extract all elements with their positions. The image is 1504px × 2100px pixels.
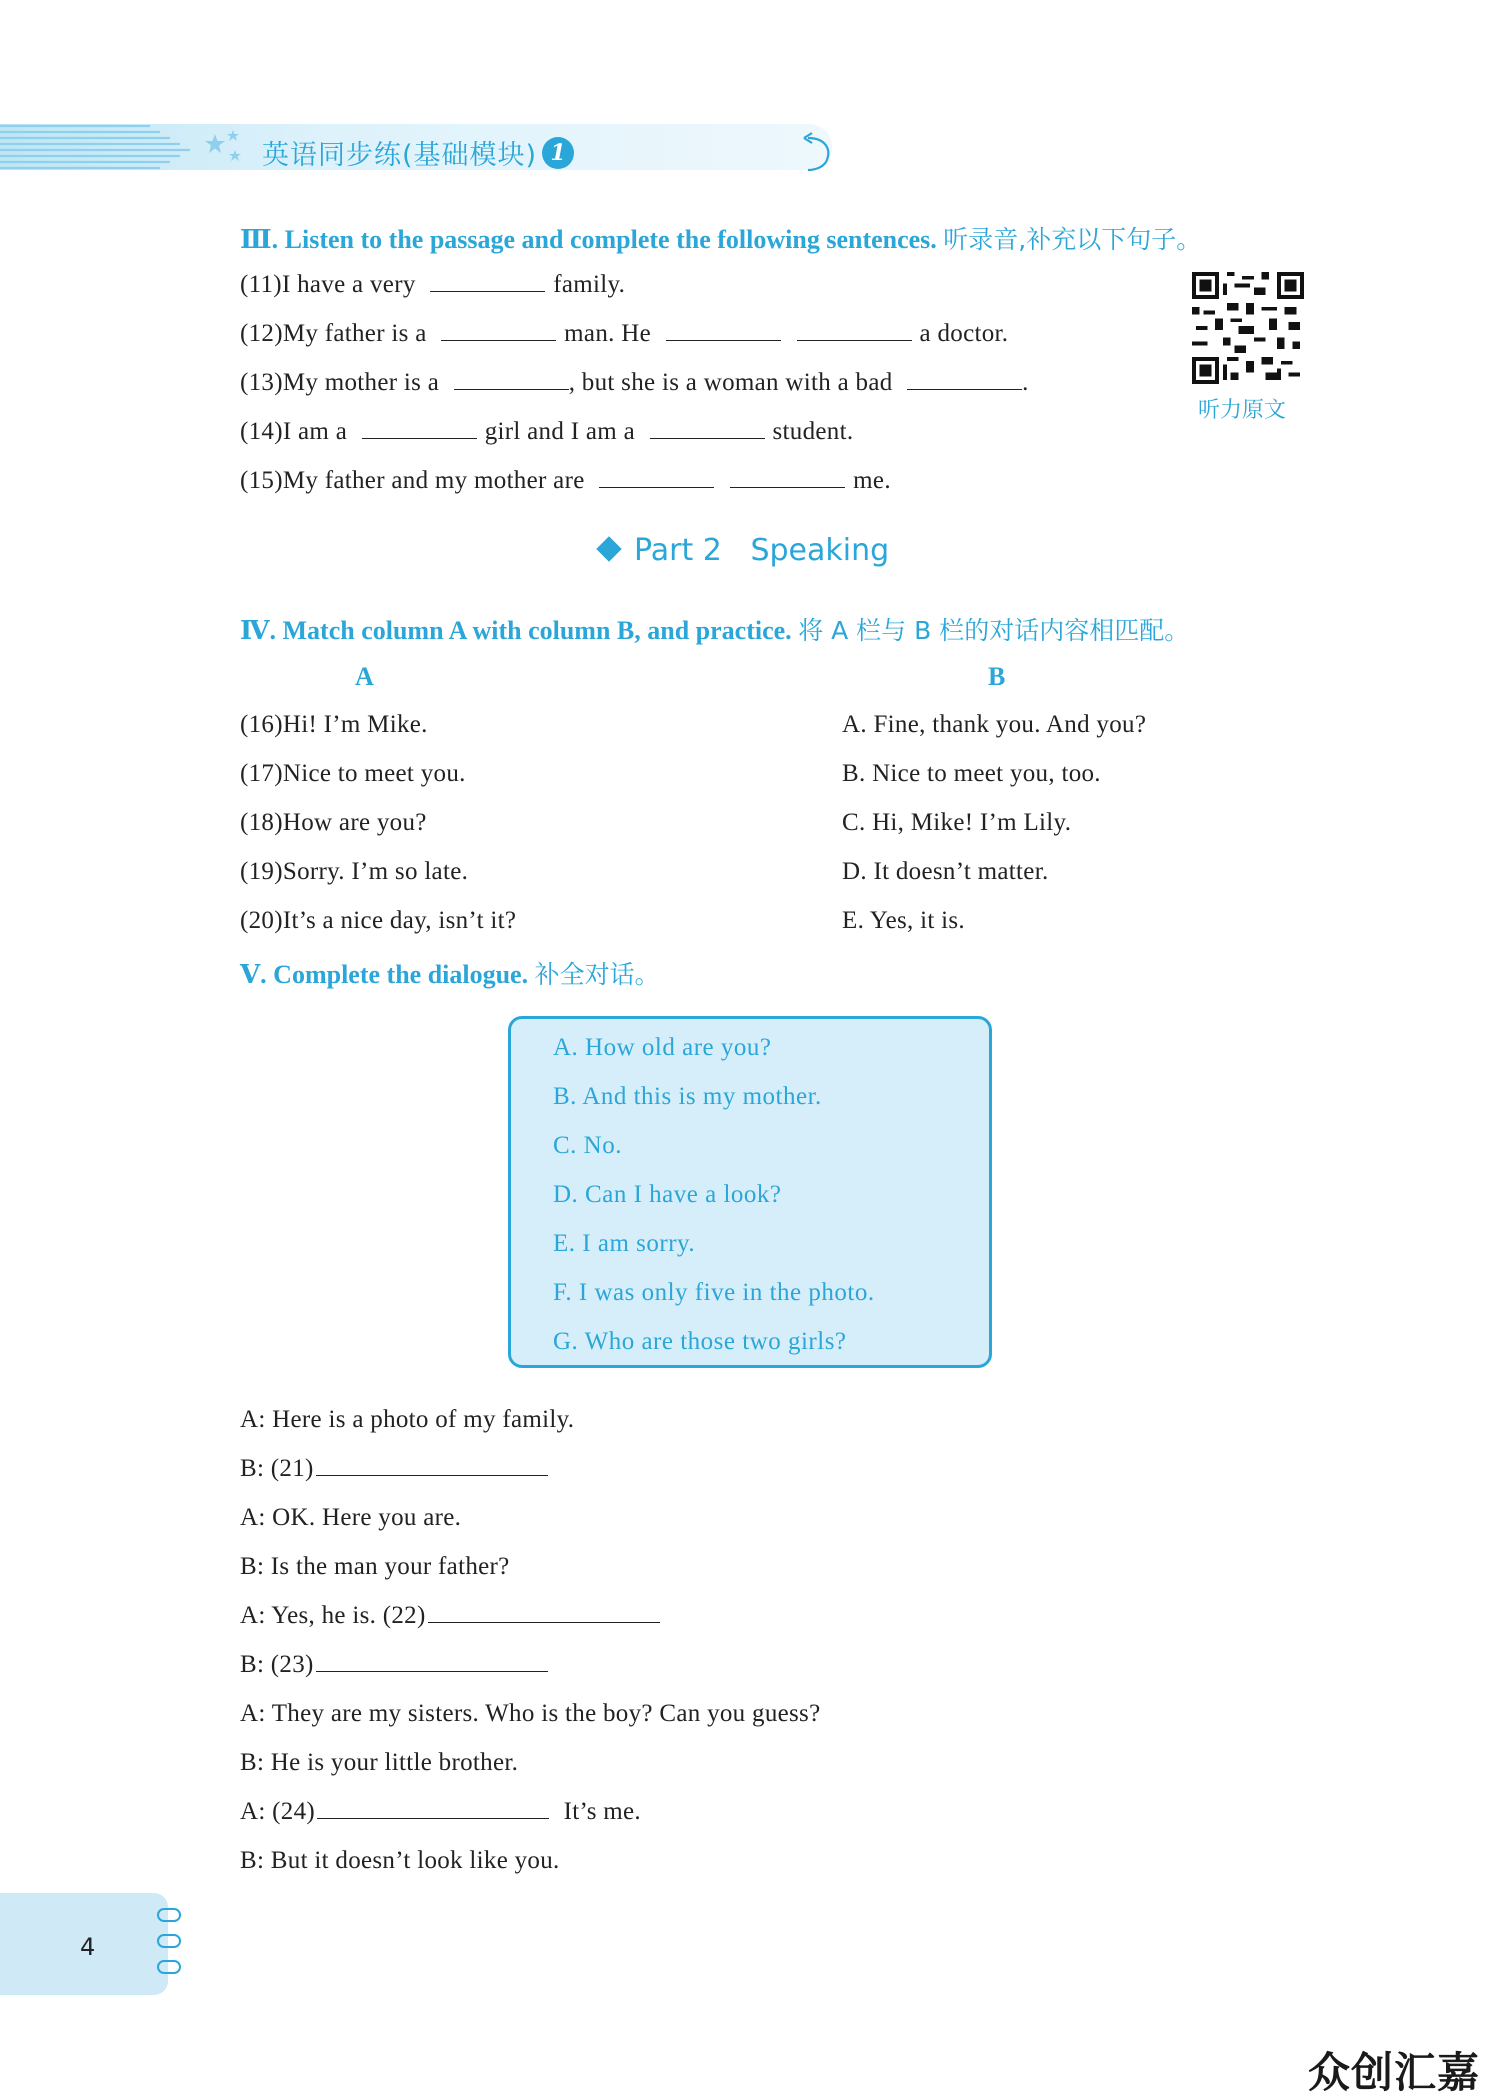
qr-code[interactable] — [1192, 272, 1304, 384]
section3-heading — [240, 220, 1201, 256]
diamond-icon — [596, 536, 621, 561]
answer-blank[interactable] — [454, 371, 569, 390]
dialogue-text: It’s me. — [563, 1798, 641, 1825]
dialogue-line — [240, 1553, 510, 1581]
question-text: My father and my mother are — [282, 467, 585, 494]
option-f: F. I was only five in the photo. — [553, 1279, 875, 1306]
question-text: . — [1022, 369, 1029, 396]
answer-blank[interactable] — [666, 322, 781, 341]
volume-badge: 1 — [542, 137, 574, 169]
question-number: (14) — [240, 418, 283, 445]
question-15 — [240, 467, 891, 495]
dialogue-text: (23) — [270, 1651, 314, 1678]
watermark: 众创汇嘉 — [1308, 2048, 1481, 2097]
question-number: (15) — [240, 467, 283, 494]
part2-title: Speaking — [750, 533, 890, 568]
header-stripes — [0, 122, 215, 172]
match-option-a: A. Fine, thank you. And you? — [842, 711, 1147, 738]
speaker-label: B: — [240, 1749, 265, 1776]
match-item-16 — [240, 711, 428, 739]
answer-blank[interactable] — [599, 469, 714, 488]
question-14 — [240, 418, 853, 446]
curl-arrow-icon — [800, 130, 836, 174]
answer-blank[interactable] — [316, 1653, 548, 1672]
dialogue-text: Here is a photo of my family. — [272, 1406, 575, 1433]
star-icon — [205, 128, 245, 168]
speaker-label: B: — [240, 1847, 265, 1874]
dialogue-line — [240, 1455, 548, 1483]
question-number: (18) — [240, 809, 283, 836]
answer-blank[interactable] — [317, 1800, 549, 1819]
question-number: (13) — [240, 369, 283, 396]
section4-heading-en: Ⅳ. Match column A with column B, and practice. — [240, 616, 792, 645]
dialogue-line — [240, 1651, 548, 1679]
match-option-b: B. Nice to meet you, too. — [842, 760, 1101, 787]
speaker-label: B: — [240, 1651, 265, 1678]
page-number: 4 — [80, 1933, 96, 1961]
answer-blank[interactable] — [430, 273, 545, 292]
question-text: Hi! I’m Mike. — [282, 711, 428, 738]
column-a-header: A — [355, 662, 374, 691]
speaker-label: A: — [240, 1798, 266, 1825]
dialogue-line — [240, 1700, 820, 1728]
dialogue-line — [240, 1602, 660, 1630]
speaker-label: A: — [240, 1406, 266, 1433]
option-c: C. No. — [553, 1132, 622, 1159]
question-number: (11) — [240, 271, 282, 298]
question-13 — [240, 369, 1029, 397]
question-text: It’s a nice day, isn’t it? — [282, 907, 517, 934]
match-option-e: E. Yes, it is. — [842, 907, 965, 934]
dialogue-line — [240, 1847, 560, 1875]
match-item-18 — [240, 809, 427, 837]
question-number: (19) — [240, 858, 283, 885]
part2-heading — [600, 533, 889, 568]
match-item-17 — [240, 760, 466, 788]
question-text: I have a very — [281, 271, 416, 298]
answer-blank[interactable] — [316, 1457, 548, 1476]
question-text: Nice to meet you. — [282, 760, 466, 787]
answer-blank[interactable] — [428, 1604, 660, 1623]
question-text: I am a — [282, 418, 348, 445]
speaker-label: A: — [240, 1504, 266, 1531]
section5-heading-en: Ⅴ. Complete the dialogue. — [240, 960, 529, 989]
question-text: How are you? — [282, 809, 427, 836]
binder-rings-icon — [155, 1905, 185, 1985]
match-option-d: D. It doesn’t matter. — [842, 858, 1049, 885]
question-text: Sorry. I’m so late. — [282, 858, 469, 885]
option-g: G. Who are those two girls? — [553, 1328, 847, 1355]
speaker-label: B: — [240, 1455, 265, 1482]
question-text: , but she is a woman with a bad — [568, 369, 893, 396]
speaker-label: A: — [240, 1602, 266, 1629]
section5-heading — [240, 955, 660, 991]
question-number: (12) — [240, 320, 283, 347]
dialogue-line — [240, 1406, 574, 1434]
dialogue-text: Is the man your father? — [270, 1553, 510, 1580]
part2-label: Part 2 — [634, 533, 722, 568]
dialogue-text: OK. Here you are. — [272, 1504, 462, 1531]
answer-blank[interactable] — [441, 322, 556, 341]
question-text: me. — [853, 467, 891, 494]
question-text: girl and I am a — [484, 418, 635, 445]
question-12 — [240, 320, 1008, 348]
speaker-label: A: — [240, 1700, 266, 1727]
dialogue-text: Yes, he is. (22) — [271, 1602, 426, 1629]
dialogue-text: He is your little brother. — [270, 1749, 519, 1776]
match-item-20 — [240, 907, 516, 935]
section5-heading-cn: 补全对话。 — [534, 960, 660, 989]
answer-blank[interactable] — [907, 371, 1022, 390]
dialogue-text: (21) — [270, 1455, 314, 1482]
column-b-header: B — [988, 662, 1006, 691]
question-11 — [240, 271, 625, 299]
answer-blank[interactable] — [730, 469, 845, 488]
section3-heading-cn: 听录音,补充以下句子。 — [943, 225, 1202, 254]
speaker-label: B: — [240, 1553, 265, 1580]
question-number: (16) — [240, 711, 283, 738]
header-title: 英语同步练(基础模块) — [262, 140, 538, 171]
section3-heading-en: Ⅲ. Listen to the passage and complete the following sentences. — [240, 225, 937, 254]
section4-heading — [240, 611, 1189, 647]
option-a: A. How old are you? — [553, 1034, 772, 1061]
option-e: E. I am sorry. — [553, 1230, 696, 1257]
dialogue-text: (24) — [272, 1798, 316, 1825]
question-text: a doctor. — [919, 320, 1009, 347]
match-item-19 — [240, 858, 468, 886]
section4-heading-cn: 将 A 栏与 B 栏的对话内容相匹配。 — [798, 616, 1190, 645]
option-b: B. And this is my mother. — [553, 1083, 822, 1110]
question-number: (20) — [240, 907, 283, 934]
dialogue-line — [240, 1798, 641, 1826]
dialogue-line — [240, 1749, 518, 1777]
answer-blank[interactable] — [362, 420, 477, 439]
question-text: student. — [772, 418, 854, 445]
question-number: (17) — [240, 760, 283, 787]
answer-blank[interactable] — [650, 420, 765, 439]
dialogue-text: They are my sisters. Who is the boy? Can you guess? — [271, 1700, 821, 1727]
dialogue-text: But it doesn’t look like you. — [270, 1847, 560, 1874]
dialogue-line — [240, 1504, 461, 1532]
question-text: family. — [553, 271, 626, 298]
qr-label: 听力原文 — [1198, 398, 1287, 423]
match-option-c: C. Hi, Mike! I’m Lily. — [842, 809, 1072, 836]
question-text: My mother is a — [282, 369, 440, 396]
question-text: man. He — [564, 320, 651, 347]
answer-blank[interactable] — [797, 322, 912, 341]
option-d: D. Can I have a look? — [553, 1181, 782, 1208]
question-text: My father is a — [282, 320, 427, 347]
